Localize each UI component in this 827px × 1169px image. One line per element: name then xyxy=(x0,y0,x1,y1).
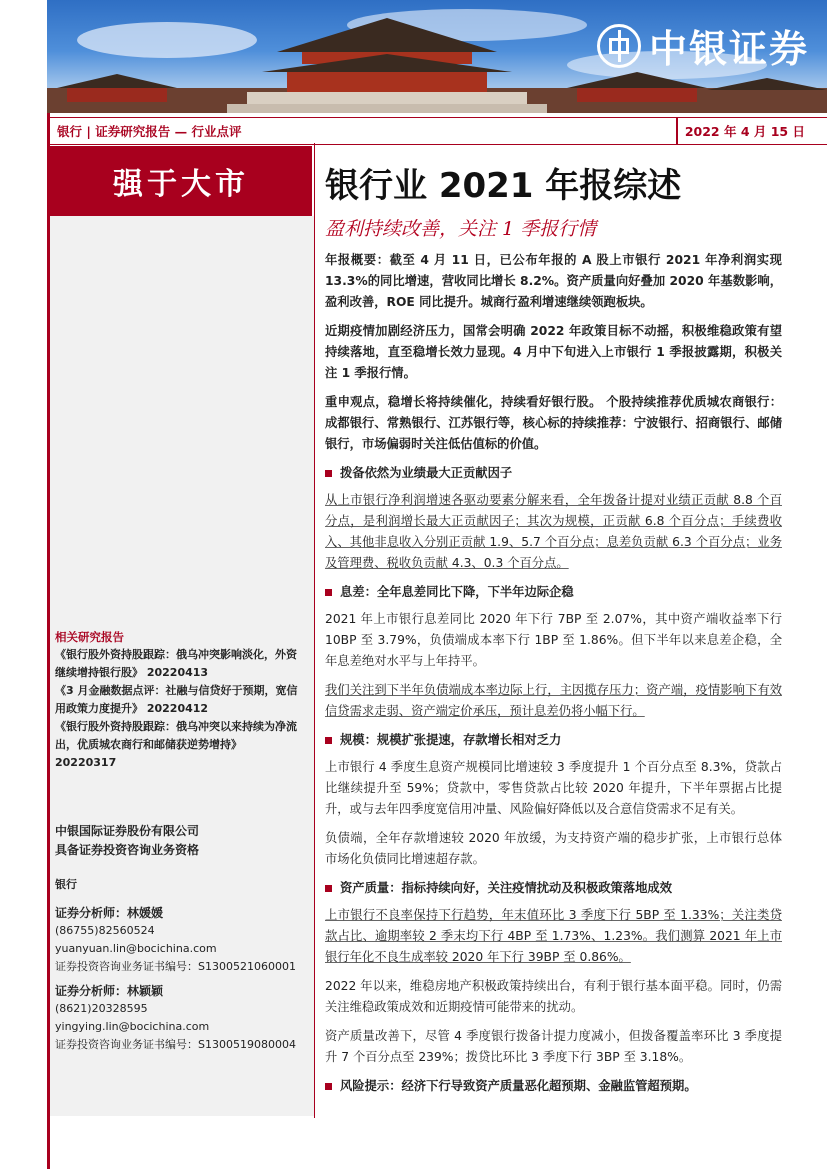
header-banner xyxy=(47,0,827,113)
sector-label: 银行 xyxy=(55,878,77,891)
page-subtitle: 盈利持续改善，关注 1 季报行情 xyxy=(325,218,597,240)
bullet-square-icon xyxy=(325,737,332,744)
related-reports xyxy=(55,628,305,772)
analyst-1-email[interactable]: yuanyuan.lin@bocichina.com xyxy=(55,942,217,955)
section-text-aq-2: 2022 年以来，维稳房地产积极政策持续出台，有利于银行基本面平稳。同时，仍需关注维稳政策成效和近期疫情可能带来的扰动。 xyxy=(325,979,782,1014)
bullet-square-icon xyxy=(325,589,332,596)
section-heading-provision: 拨备依然为业绩最大正贡献因子 xyxy=(325,463,782,484)
bullet-square-icon xyxy=(325,1083,332,1090)
rating-box xyxy=(50,146,312,216)
rating-text: 强于大市 xyxy=(113,167,249,202)
company-license: 具备证券投资咨询业务资格 xyxy=(55,843,200,857)
boc-emblem-icon xyxy=(597,24,641,68)
section-text-nim-1: 2021 年上市银行息差同比 2020 年下行 7BP 至 2.07%，其中资产端收益率下行 10BP 至 3.79%，负债端成本率下行 1BP 至 1.86%。但下半年以来息差企稳，全年息差绝对水平与上年持平。 xyxy=(325,612,782,668)
section-text-nim-2: 我们关注到下半年负债端成本率边际上行，主因揽存压力；资产端，疫情影响下有效信贷需求走弱、资产端定价承压，预计息差仍将小幅下行。 xyxy=(325,683,782,718)
company-info xyxy=(55,822,305,860)
related-report-item[interactable]: 《银行股外资持股跟踪：俄乌冲突影响淡化，外资继续增持银行股》 20220413 xyxy=(55,648,297,679)
analyst-1-name: 证券分析师：林媛媛 xyxy=(55,906,164,920)
section-text-scale-2: 负债端，全年存款增速较 2020 年放缓，为支持资产端的稳步扩张，上市银行总体市场化负债同比增速超存款。 xyxy=(325,831,782,866)
section-text-aq-3: 资产质量改善下，尽管 4 季度银行拨备计提力度减小，但拨备覆盖率环比 3 季度提升 7 个百分点至 239%；拨贷比环比 3 季度下行 3BP 至 3.18%。 xyxy=(325,1029,782,1064)
summary-lead: 年报概要： xyxy=(325,253,390,267)
column-divider xyxy=(314,143,315,1118)
section-text-provision: 从上市银行净利润增速各驱动要素分解来看，全年拨备计提对业绩正贡献 8.8 个百分点，是利润增长最大正贡献因子；其次为规模，正贡献 6.8 个百分点；手续费收入、其他非息收入分别正贡献 1.9、5.7 个百分点；息差负贡献 6.3 个百分点；业务及管理费、税收负贡献 4.3、0.3 个百分点。 xyxy=(325,493,782,570)
recommendation-paragraph: 重申观点，稳增长将持续催化，持续看好银行股。 个股持续推荐优质城农商银行：成都银行、常熟银行、江苏银行等，核心标的持续推荐：宁波银行、招商银行、邮储银行，市场偏弱时关注低估值标的价值。 xyxy=(325,395,782,451)
report-category: 银行 | 证券研究报告 — 行业点评 xyxy=(57,124,242,139)
main-content xyxy=(325,250,782,1103)
section-heading-asset-quality: 资产质量：指标持续向好，关注疫情扰动及积极政策落地成效 xyxy=(325,878,782,899)
logo-text: 中银证券 xyxy=(648,26,809,71)
report-date: 2022 年 4 月 15 日 xyxy=(684,124,805,139)
analyst-1 xyxy=(55,904,310,976)
related-report-item[interactable]: 《3 月金融数据点评：社融与信贷好于预期，宽信用政策力度提升》 20220412 xyxy=(55,684,298,715)
sector-label-wrap xyxy=(55,876,77,894)
analyst-1-cert: 证券投资咨询业务证书编号：S1300521060001 xyxy=(55,960,296,973)
section-text-scale-1: 上市银行 4 季度生息资产规模同比增速较 3 季度提升 1 个百分点至 8.3%，贷款占比继续提升至 59%；贷款中，零售贷款占比较 2020 年提升，下半年票据占比提升，或与去年四季度宽信用冲量、风险偏好降低以及合意信贷需求不足有关。 xyxy=(325,760,782,816)
outlook-paragraph: 近期疫情加剧经济压力，国常会明确 2022 年政策目标不动摇，积极维稳政策有望持续落地，直至稳增长效力显现。4 月中下旬进入上市银行 1 季报披露期，积极关注 1 季报行情。 xyxy=(325,324,782,380)
report-header-bar xyxy=(47,117,827,145)
page-title: 银行业 2021 年报综述 xyxy=(325,166,682,206)
section-heading-risk: 风险提示：经济下行导致资产质量恶化超预期、金融监管超预期。 xyxy=(325,1076,782,1097)
related-reports-title: 相关研究报告 xyxy=(55,630,124,644)
bullet-square-icon xyxy=(325,470,332,477)
related-report-item[interactable]: 《银行股外资持股跟踪：俄乌冲突以来持续为净流出，优质城农商行和邮储获逆势增持》 20220317 xyxy=(55,720,297,769)
analyst-2-email[interactable]: yingying.lin@bocichina.com xyxy=(55,1020,210,1033)
analyst-2 xyxy=(55,982,310,1054)
analyst-2-phone: (8621)20328595 xyxy=(55,1002,148,1015)
analyst-1-phone: (86755)82560524 xyxy=(55,924,155,937)
summary-paragraph xyxy=(325,250,782,313)
section-heading-nim: 息差：全年息差同比下降，下半年边际企稳 xyxy=(325,582,782,603)
header-divider xyxy=(676,118,678,144)
section-text-aq-1: 上市银行不良率保持下行趋势，年末值环比 3 季度下行 5BP 至 1.33%；关注类贷款占比、逾期率较 2 季末均下行 4BP 至 1.73%、1.23%。我们测算 2021 年上市银行年化不良生成率较 2020 年下行 39BP 至 0.86%。 xyxy=(325,908,782,964)
section-heading-scale: 规模：规模扩张提速，存款增长相对乏力 xyxy=(325,730,782,751)
summary-text: 截至 4 月 11 日，已公布年报的 A 股上市银行 2021 年净利润实现 13.3%的同比增速，营收同比增长 8.2%。资产质量向好叠加 2020 年基数影响，盈利改善，ROE 同比提升。城商行盈利增速继续领跑板块。 xyxy=(325,253,782,309)
analyst-2-cert: 证券投资咨询业务证书编号：S1300519080004 xyxy=(55,1038,296,1051)
company-name: 中银国际证券股份有限公司 xyxy=(55,824,200,838)
analyst-2-name: 证券分析师：林颖颖 xyxy=(55,984,164,998)
boc-securities-logo xyxy=(597,18,809,73)
bullet-square-icon xyxy=(325,885,332,892)
